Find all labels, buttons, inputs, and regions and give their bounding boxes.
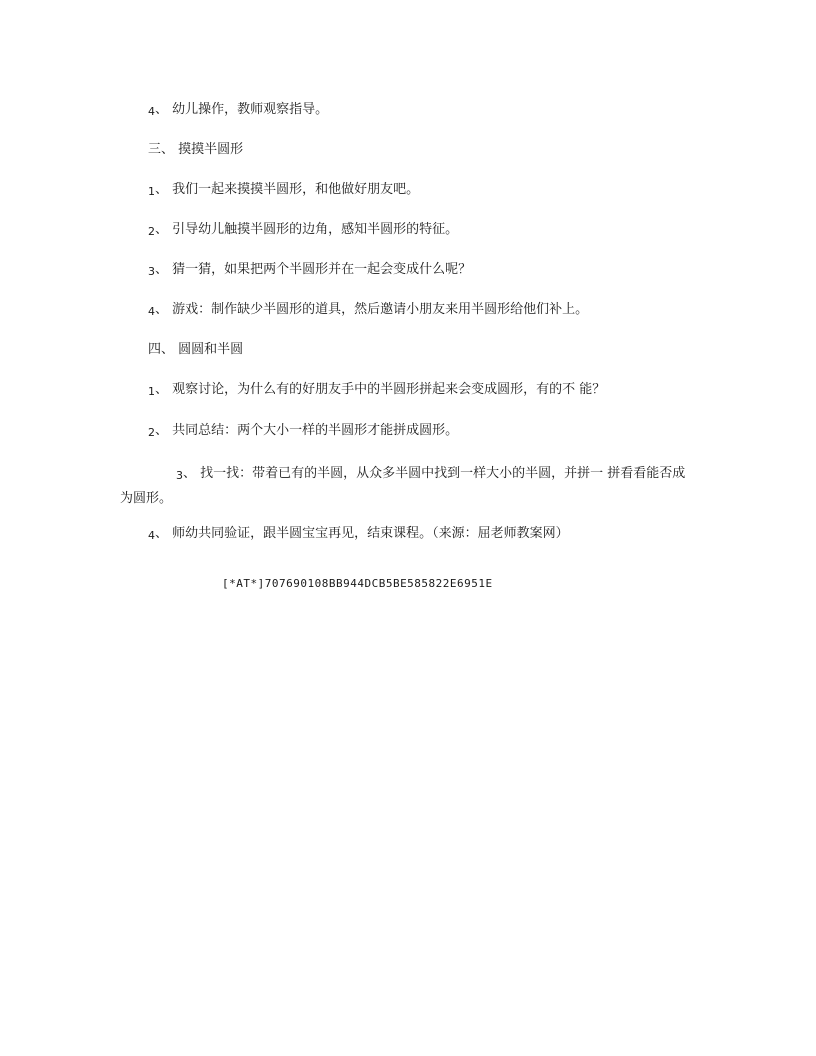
paragraph-number: 4: [148, 305, 155, 318]
paragraph-text: 师幼共同验证，跟半圆宝宝再见，结束课程。（来源：屈老师教案网）: [172, 526, 569, 541]
paragraph-number: 2: [148, 426, 155, 439]
paragraph-step-4-verify: [148, 524, 708, 544]
paragraph-step-3-guess: [148, 260, 708, 280]
paragraph-separator: 、: [155, 222, 169, 237]
paragraph-text: 游戏：制作缺少半圆形的道具，然后邀请小朋友来用半圆形给他们补上。: [172, 302, 589, 317]
paragraph-step-1-touch: [148, 180, 708, 200]
section-heading-3: [148, 140, 708, 160]
paragraph-step-3-find: [120, 461, 692, 511]
paragraph-number: 3: [176, 469, 183, 482]
paragraph-text: 我们一起来摸摸半圆形，和他做好朋友吧。: [172, 182, 420, 197]
paragraph-step-4-operate: [148, 100, 708, 120]
paragraph-text: 猜一猜，如果把两个半圆形并在一起会变成什么呢？: [172, 262, 472, 277]
section-heading-text: 三、 摸摸半圆形: [148, 142, 244, 157]
paragraph-number: 4: [148, 529, 155, 542]
section-heading-4: [148, 340, 708, 360]
paragraph-number: 2: [148, 225, 155, 238]
paragraph-step-1-discuss: [148, 380, 708, 400]
paragraph-text: 观察讨论，为什么有的好朋友手中的半圆形拼起来会变成圆形，有的不 能？: [172, 382, 606, 397]
paragraph-text: 共同总结：两个大小一样的半圆形才能拼成圆形。: [172, 423, 459, 438]
paragraph-number: 3: [148, 265, 155, 278]
paragraph-number: 1: [148, 385, 155, 398]
paragraph-step-2-guide: [148, 220, 708, 240]
paragraph-separator: 、: [155, 182, 169, 197]
paragraph-separator: 、: [155, 526, 169, 541]
paragraph-separator: 、: [155, 102, 169, 117]
paragraph-separator: 、: [183, 466, 197, 481]
paragraph-step-4-game: [148, 300, 708, 320]
paragraph-text: 幼儿操作，教师观察指导。: [172, 102, 329, 117]
paragraph-separator: 、: [155, 262, 169, 277]
paragraph-separator: 、: [155, 423, 169, 438]
paragraph-text: 找一找：带着已有的半圆，从众多半圆中找到一样大小的半圆，并拼一 拼看看能否成为圆形。: [120, 466, 686, 506]
paragraph-number: 1: [148, 185, 155, 198]
paragraph-separator: 、: [155, 382, 169, 397]
section-heading-text: 四、 圆圆和半圆: [148, 342, 244, 357]
paragraph-separator: 、: [155, 302, 169, 317]
paragraph-step-2-summary: [148, 421, 708, 441]
paragraph-text: 引导幼儿触摸半圆形的边角，感知半圆形的特征。: [172, 222, 459, 237]
paragraph-number: 4: [148, 105, 155, 118]
document-id-code: [*AT*]707690108BB944DCB5BE585822E6951E: [222, 577, 493, 590]
